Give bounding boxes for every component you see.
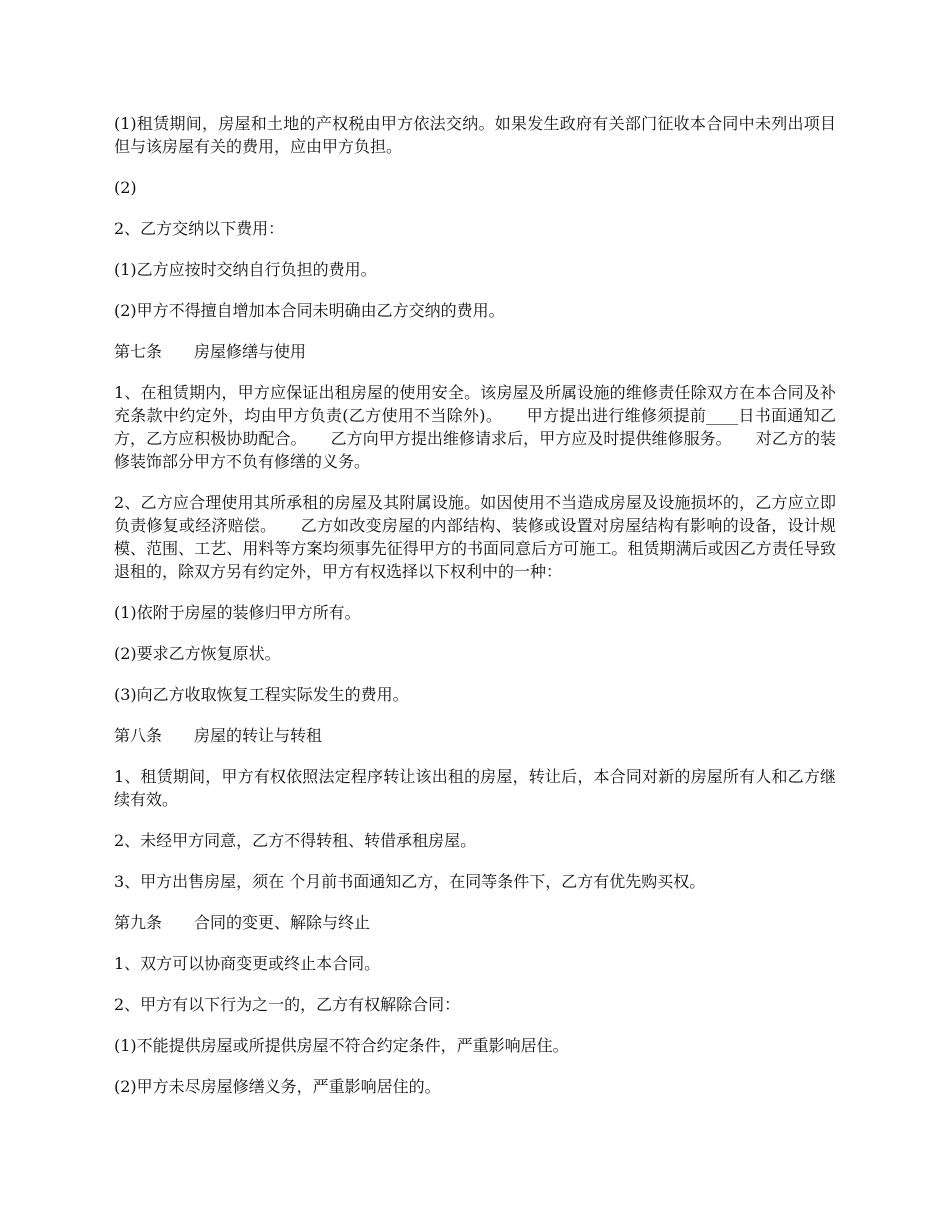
clause-paragraph: 2、甲方有以下行为之一的，乙方有权解除合同： bbox=[114, 995, 461, 1014]
clause-paragraph: 1、在租赁期内，甲方应保证出租房屋的使用安全。该房屋及所属设施的维修责任除双方在本合同及补充条款中约定外，均由甲方负责(乙方使用不当除外)。 甲方提出进行维修须提前____日书面通知乙方，乙方应积极协助配合。 乙方向甲方提出维修请求后，甲方应及时提供维修服务。 对乙方的装修装饰部分甲方不负有修缮的义务。 bbox=[114, 383, 836, 471]
article-heading: 第八条 房屋的转让与转租 bbox=[114, 726, 323, 745]
document-page bbox=[114, 112, 836, 1116]
article-heading: 第九条 合同的变更、解除与终止 bbox=[114, 913, 371, 932]
clause-paragraph: (1)租赁期间，房屋和土地的产权税由甲方依法交纳。如果发生政府有关部门征收本合同中未列出项目但与该房屋有关的费用，应由甲方负担。 bbox=[114, 114, 836, 156]
clause-paragraph: (2) bbox=[114, 178, 137, 197]
clause-paragraph: 2、乙方交纳以下费用： bbox=[114, 219, 285, 238]
clause-paragraph: (2)甲方不得擅自增加本合同未明确由乙方交纳的费用。 bbox=[114, 301, 505, 320]
clause-paragraph: 1、租赁期间，甲方有权依照法定程序转让该出租的房屋，转让后，本合同对新的房屋所有人和乙方继续有效。 bbox=[114, 767, 836, 809]
clause-paragraph: (2)甲方未尽房屋修缮义务，严重影响居住的。 bbox=[114, 1077, 441, 1096]
clause-paragraph: 2、乙方应合理使用其所承租的房屋及其附属设施。如因使用不当造成房屋及设施损坏的，乙方应立即负责修复或经济赔偿。 乙方如改变房屋的内部结构、装修或设置对房屋结构有影响的设备，设计规模、范围、工艺、用料等方案均须事先征得甲方的书面同意后方可施工。租赁期满后或因乙方责任导致退租的，除双方另有约定外，甲方有权选择以下权利中的一种： bbox=[114, 493, 836, 581]
clause-paragraph: (3)向乙方收取恢复工程实际发生的费用。 bbox=[114, 685, 409, 704]
clause-paragraph: 2、未经甲方同意，乙方不得转租、转借承租房屋。 bbox=[114, 831, 477, 850]
clause-paragraph: (1)乙方应按时交纳自行负担的费用。 bbox=[114, 260, 377, 279]
article-heading: 第七条 房屋修缮与使用 bbox=[114, 342, 307, 361]
clause-paragraph: 3、甲方出售房屋，须在 个月前书面通知乙方，在同等条件下，乙方有优先购买权。 bbox=[114, 872, 706, 891]
clause-paragraph: 1、双方可以协商变更或终止本合同。 bbox=[114, 954, 381, 973]
clause-paragraph: (1)不能提供房屋或所提供房屋不符合约定条件，严重影响居住。 bbox=[114, 1036, 569, 1055]
clause-paragraph: (1)依附于房屋的装修归甲方所有。 bbox=[114, 603, 361, 622]
clause-paragraph: (2)要求乙方恢复原状。 bbox=[114, 644, 281, 663]
